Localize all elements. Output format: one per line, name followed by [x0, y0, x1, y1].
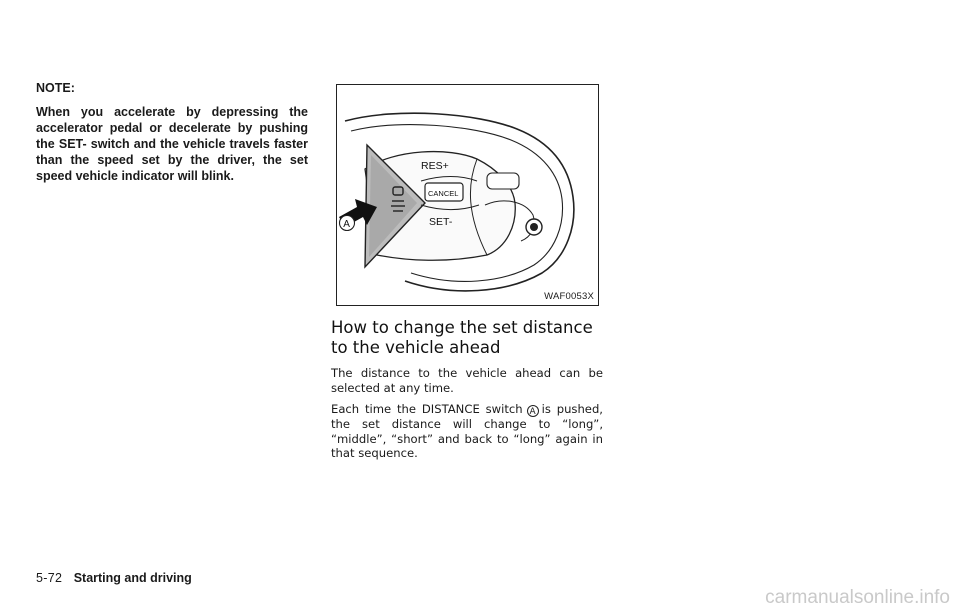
- steering-switch-figure: [336, 84, 599, 306]
- distance-section: [331, 318, 603, 468]
- set-label: SET-: [429, 216, 453, 228]
- paragraph-1: The distance to the vehicle ahead can be selected at any time.: [331, 366, 603, 395]
- section-heading: How to change the set distance to the vehicle ahead: [331, 318, 593, 357]
- cancel-label: CANCEL: [428, 189, 459, 198]
- note-body: When you accelerate by depressing the accelerator pedal or decelerate by pushing the SET- switch and the vehicle travels faster than the speed set by the driver, the set speed vehicle indicator will blink.: [36, 105, 308, 183]
- watermark: carmanualsonline.info: [765, 587, 950, 608]
- callout-a-inline: A: [527, 405, 539, 417]
- note-block: [36, 80, 308, 184]
- figure-code: WAF0053X: [544, 291, 594, 302]
- callout-a-label: A: [343, 219, 350, 230]
- paragraph-2-start: Each time the DISTANCE switch: [331, 402, 523, 416]
- paragraph-2: [331, 402, 603, 461]
- res-label: RES+: [421, 160, 449, 172]
- paragraph-2-end: is pushed, the set distance will change to “long”, “middle”, “short” and back to “long” again in that sequence.: [331, 402, 603, 460]
- note-label: NOTE:: [36, 81, 75, 95]
- chapter-title: Starting and driving: [73, 571, 192, 585]
- page-number: 5-72: [36, 571, 63, 585]
- page-footer: [36, 571, 192, 585]
- steering-wheel-illustration: [337, 85, 598, 305]
